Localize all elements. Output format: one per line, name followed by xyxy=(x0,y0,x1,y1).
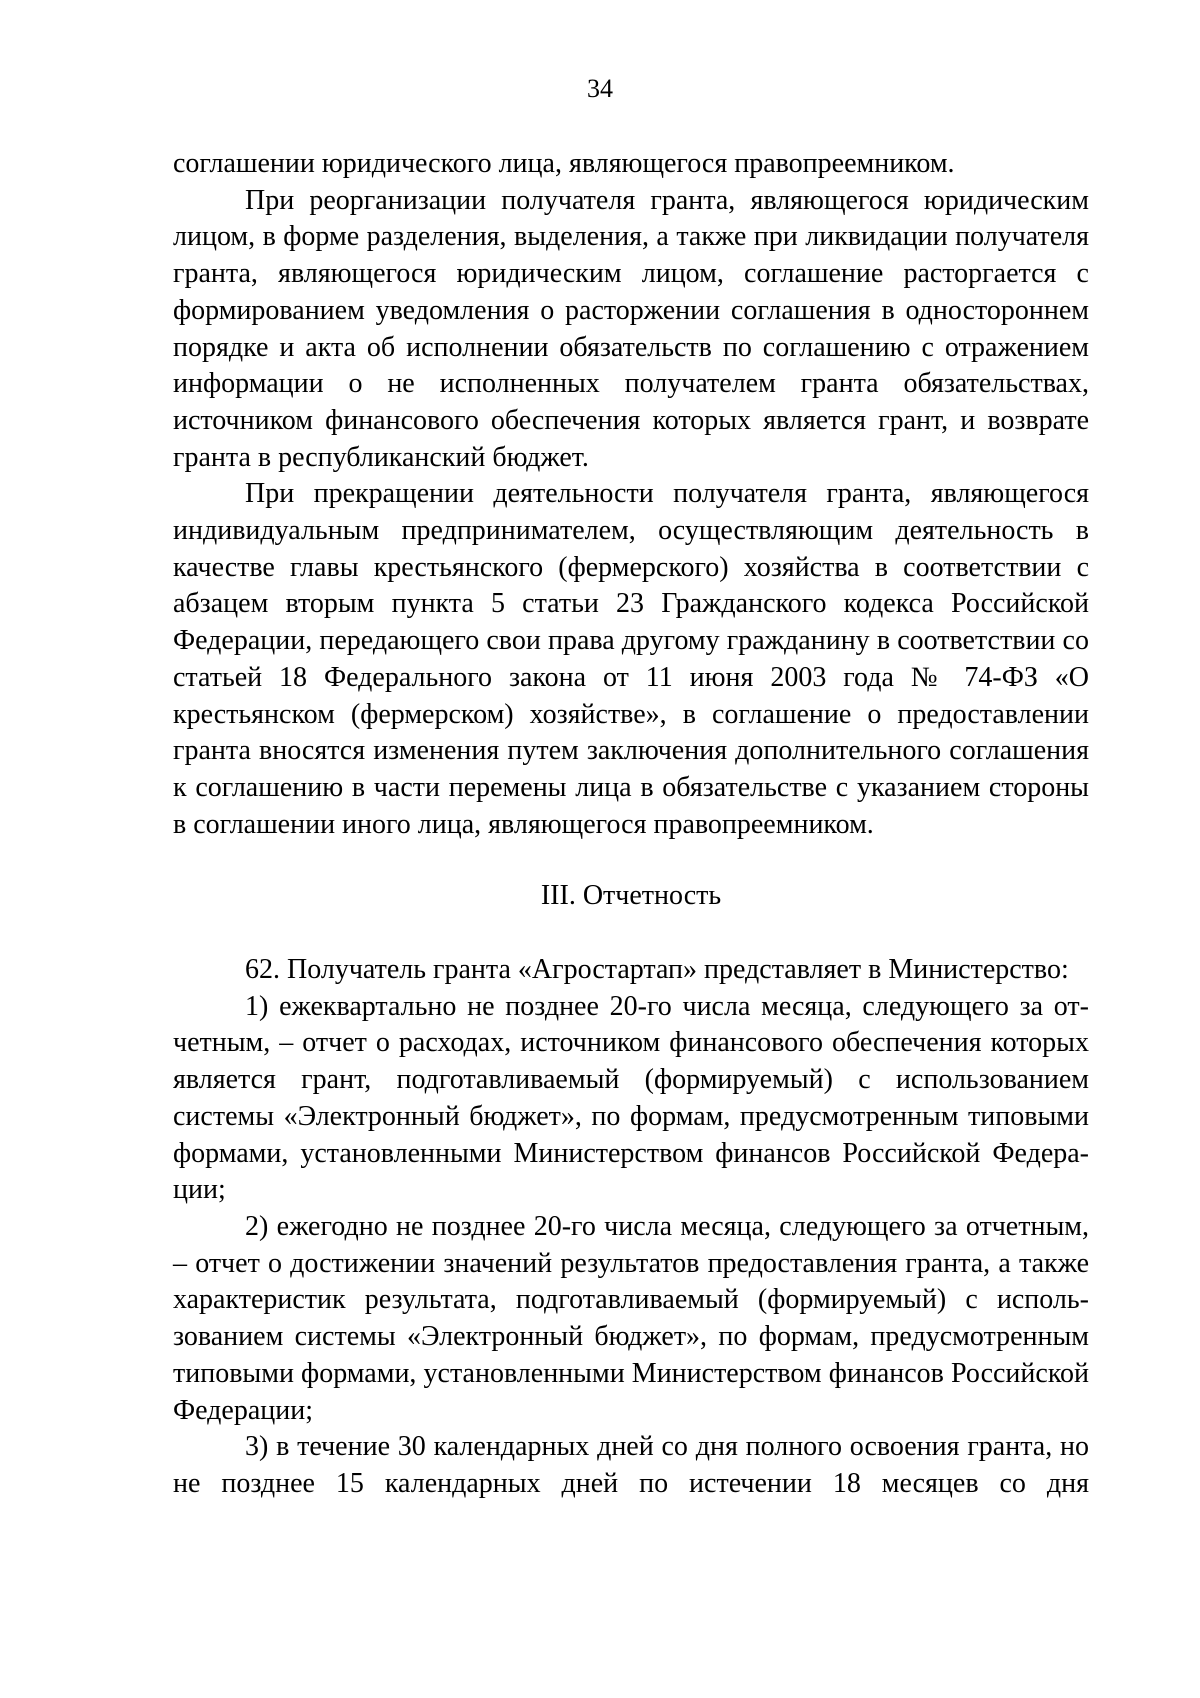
list-item-3: 3) в течение 30 календарных дней со дня полного освоения гранта, но не позднее 15 календарных дней по истечении 18 месяцев со дня xyxy=(173,1431,1089,1499)
paragraph-continuation: соглашении юридического лица, являющегося правопреемником. xyxy=(173,148,955,179)
paragraph-termination: При прекращении деятельности получателя гранта, являющегося индивидуальным предпринимателем, осуществляющим деятельность в качестве главы крестьянского (фермерского) хозяйства в соответствии с абзацем вторым пункта 5 статьи 23 Гражданского кодекса Российской Федерации, передающего свои права другому гражданину в соответствии со статьей 18 Федерального закона от 11 июня 2003 года № 74-ФЗ «О крестьянском (фермерском) хозяйстве», в соглашение о предоставлении гранта вносятся изменения путем заключения дополнительного соглашения к соглашению в части перемены лица в обязательстве с указанием стороны в соглашении иного лица, являющегося правопреемником. xyxy=(173,478,1089,840)
document-body xyxy=(173,146,1089,1503)
paragraph-62: 62. Получатель гранта «Агростартап» представляет в Министерство: xyxy=(245,954,1069,986)
list-item-1: 1) ежеквартально не позднее 20-го числа месяца, следующего за отчетным, – отчет о расходах, источником финансового обеспечения которых является грант, подготавливаемый (формируемый) с использованием системы «Электронный бюджет», по формам, предусмотренным типовыми формами, установленными Министерством финансов Российской Федерации; xyxy=(173,990,1089,1206)
paragraph-reorganization: При реорганизации получателя гранта, являющегося юридическим лицом, в форме разделения, выделения, а также при ликвидации получателя гранта, являющегося юридическим лицом, соглашение расторгается с формированием уведомления о расторжении соглашения в одностороннем порядке и акта об исполнении обязательств по соглашению с отражением информации о не исполненных получателем гранта обязательствах, источником финансового обеспечения которых является грант, и возврате гранта в республиканский бюджет. xyxy=(173,184,1089,473)
page-number: 34 xyxy=(587,74,613,103)
list-item-2: 2) ежегодно не позднее 20-го числа месяца, следующего за отчетным, – отчет о достижении значений результатов предоставления гранта, а также характеристик результата, подготавливаемый (формируемый) с использованием системы «Электронный бюджет», по формам, предусмотренным типовыми формами, установленными Министерством финансов Российской Федерации; xyxy=(173,1210,1089,1426)
section-heading: III. Отчетность xyxy=(540,880,722,912)
